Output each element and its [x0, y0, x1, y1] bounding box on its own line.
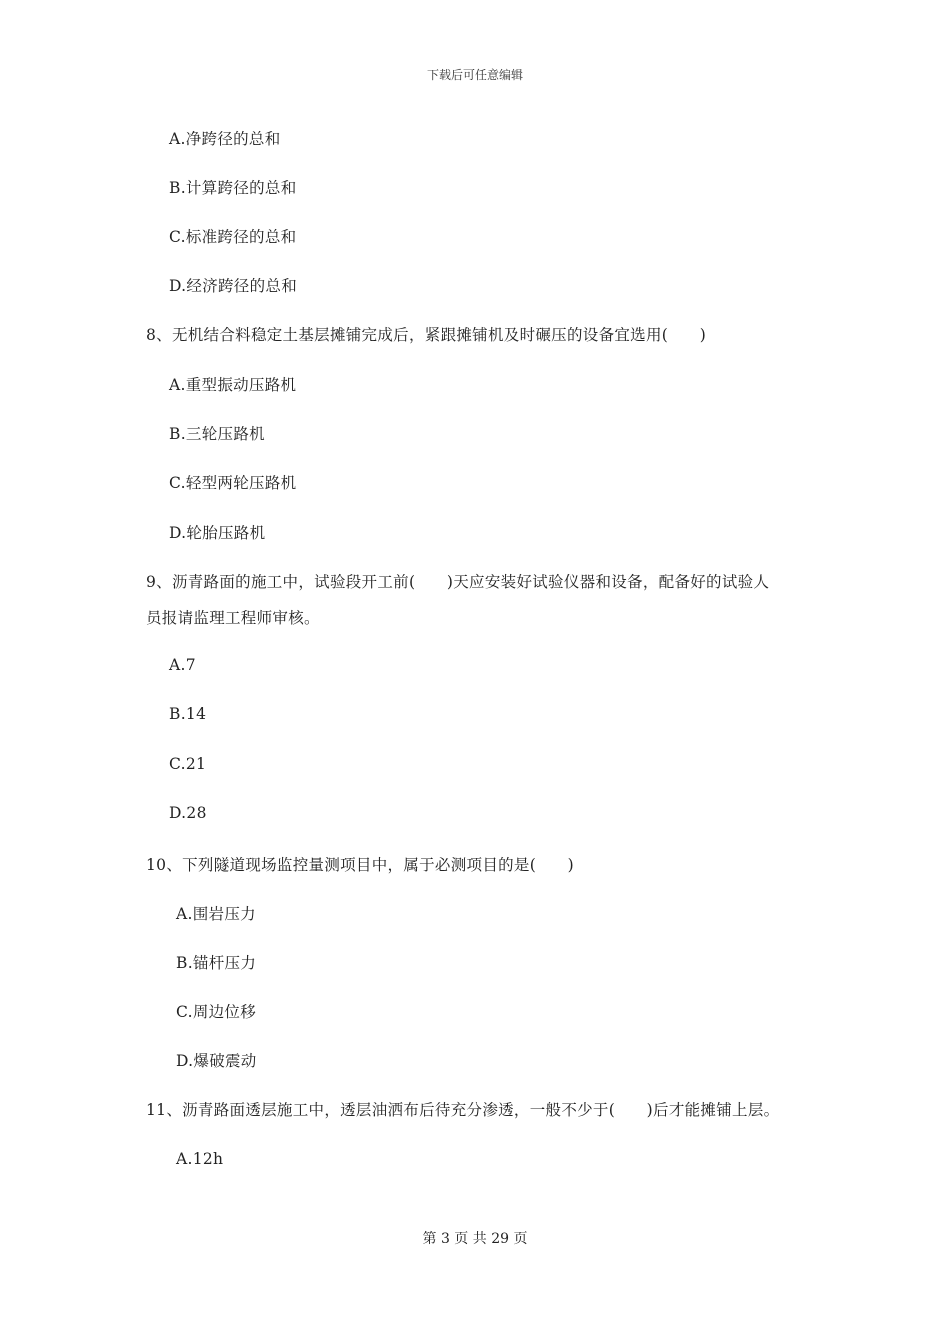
- question-9-text-line2: 员报请监理工程师审核。: [146, 609, 320, 627]
- question-8-option-d: D.轮胎压路机: [169, 524, 266, 542]
- question-8-option-b: B.三轮压路机: [169, 425, 265, 443]
- question-11-text: 11、沥青路面透层施工中，透层油洒布后待充分渗透，一般不少于( )后才能摊铺上层。: [146, 1101, 780, 1119]
- question-8-option-c: C.轻型两轮压路机: [169, 474, 297, 492]
- question-9-option-b: B.14: [169, 705, 207, 723]
- option-b: B.计算跨径的总和: [169, 179, 297, 197]
- option-c: C.标准跨径的总和: [169, 228, 297, 246]
- question-8-text: 8、无机结合料稳定土基层摊铺完成后，紧跟摊铺机及时碾压的设备宜选用( ): [146, 326, 707, 344]
- page-footer: 第 3 页 共 29 页: [422, 1231, 528, 1247]
- question-9-option-c: C.21: [169, 755, 207, 773]
- header-note: 下载后可任意编辑: [426, 68, 523, 82]
- option-d: D.经济跨径的总和: [169, 277, 298, 295]
- question-11-option-a: A.12h: [176, 1150, 224, 1168]
- option-a: A.净跨径的总和: [169, 130, 281, 148]
- question-8-option-a: A.重型振动压路机: [169, 376, 297, 394]
- question-9-option-a: A.7: [169, 656, 196, 674]
- question-9-option-d: D.28: [169, 804, 207, 822]
- question-10-text: 10、下列隧道现场监控量测项目中，属于必测项目的是( ): [146, 856, 575, 874]
- question-10-option-c: C.周边位移: [176, 1003, 257, 1021]
- question-9-text-line1: 9、沥青路面的施工中，试验段开工前( )天应安装好试验仪器和设备，配备好的试验人: [146, 573, 770, 591]
- question-10-option-d: D.爆破震动: [176, 1052, 257, 1070]
- question-10-option-b: B.锚杆压力: [176, 954, 257, 972]
- question-10-option-a: A.围岩压力: [176, 905, 256, 923]
